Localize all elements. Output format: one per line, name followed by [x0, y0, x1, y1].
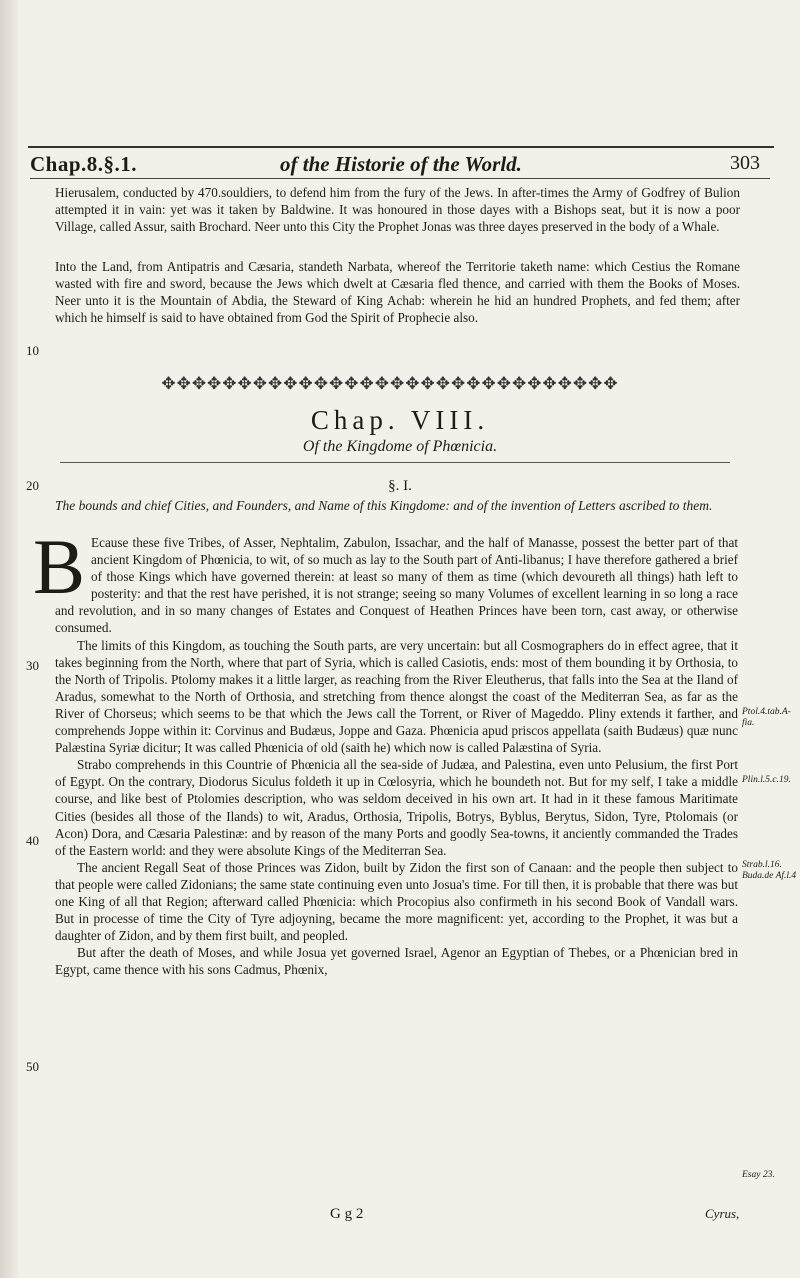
catchword: Cyrus, — [705, 1206, 740, 1221]
section-heading: §. I. — [388, 478, 412, 494]
line-number-30: 30 — [26, 658, 39, 673]
margin-note-ptolomy: Ptol.4.tab.A-fia. — [742, 707, 791, 728]
margin-note-strabo: Strab.l.16. Buda.de Af.l.4 — [742, 860, 797, 881]
chapter-rule — [60, 462, 730, 463]
chapter-heading: Chap. VIII. — [310, 405, 490, 435]
paragraph-zidon: The ancient Regall Seat of those Princes was Zidon, built by Zidon the first son of Canaan: and the people then subject to that people were called Zidonians; the same state continuing even unto Josua's time. For till then, it is probable that there was but one King of all that Region; afterward called Phœnicia: which Procopius also confirmeth in his second Book of Vandall wars. But in processe of time the City of Tyre adjoyning, became the more magnificent: yet, according to the Prophet, it was but a daughter of Zidon, and by them first built, and peopled. — [55, 859, 738, 944]
line-number-20: 20 — [26, 478, 39, 493]
paragraph-hierusalem: Hierusalem, conducted by 470.souldiers, to defend him from the fury of the Jews. In after-times the Army of Godfrey of Bulion attempted it in vain: yet was it taken by Baldwine. It was honoured in those dayes with a Bishops seat, but it is now a poor Village, called Assur, saith Brochard. Neer unto this City the Prophet Jonas was three dayes preserved in the body of a Whale. — [55, 185, 740, 235]
header-rule — [30, 178, 770, 179]
paragraph-five-tribes: Ecause these five Tribes, of Asser, Nephtalim, Zabulon, Issachar, and the half of Manasse, possest the better part of that ancient Kingdom of Phœnicia, to wit, of so much as lay to the South part of Anti-libanus; I have therefore gathered a brief of those Kings which have governed therein: at least so many of them as time (which devoureth all things) hath left to posterity: and that the rest have perished, it is not strange; seeing so many Volumes of excellent learning in so long a race and revolution, and in so many changes of Estates and Conquest of Heathen Princes have been torn, cast away, or otherwise consumed. — [55, 535, 738, 636]
line-number-10: 10 — [26, 343, 39, 358]
paragraph-agenor: But after the death of Moses, and while Josua yet governed Israel, Agenor an Egyptian of Thebes, or a Phœnician bred in Egypt, came thence with his sons Cadmus, Phœnix, — [55, 945, 738, 978]
main-text-body — [33, 523, 738, 978]
drop-capital: B — [33, 523, 86, 610]
line-number-40: 40 — [26, 833, 39, 848]
line-number-50: 50 — [26, 1059, 39, 1074]
paragraph-limits: The limits of this Kingdom, as touching the South parts, are very uncertain: but all Cosmographers do in effect agree, that it takes beginning from the North, where that part of Syria, which is called Casiotis, ends: most of them bounding it by Orthosia, to the North of Tripolis. Ptolomy makes it a little larger, as reaching from the River Eleutherus, that falls into the Sea at the Iland of Aradus, somewhat to the North of Orthosia, and stretching from thence alongst the coast of the Mediterran Sea, as far as the River of Chorseus; which seems to be that which the Jews call the Torrent, or River of Mageddo. Pliny extends it farther, and comprehends Joppe within it: Corvinus and Budæus, Joppe and Gaza. Phœnicia apud priscos appellata (saith Budæus) quæ nunc Palæstina Syriæ dicitur; It was called Phœnicia of old (saith he) which now is called Palæstina of Syria. — [55, 637, 738, 756]
margin-note-esay: Esay 23. — [742, 1170, 775, 1180]
decorative-ornament-band: ✥✥✥✥✥✥✥✥✥✥✥✥✥✥✥✥✥✥✥✥✥✥✥✥✥✥✥✥✥✥ — [161, 374, 619, 393]
page-binding-edge — [0, 0, 18, 1278]
page-number: 303 — [730, 152, 760, 174]
running-header — [30, 152, 770, 176]
section-argument: The bounds and chief Cities, and Founders, and Name of this Kingdome: and of the invention of Letters ascribed to them. — [55, 498, 713, 513]
header-title: of the Historie of the World. — [280, 152, 522, 176]
margin-note-pliny: Plin.l.5.c.19. — [742, 775, 791, 785]
paragraph-strabo: Strabo comprehends in this Countrie of Phœnicia all the sea-side of Judæa, and Palestina, even unto Pelusium, the first Port of Egypt. On the contrary, Diodorus Siculus foldeth it up in Cœlosyria, which he boundeth not. But for my self, I take a middle course, and like best of Ptolomies description, who was seldom deceived in his own art. It had in it these famous Maritimate Cities (besides all those of the Ilands) to wit, Aradus, Orthosia, Tripolis, Botrys, Byblus, Berytus, Sidon, Tyre, Ptolomais (or Acon) Dora, and Cæsaria Palestinæ: and by reason of the many Ports and goodly Sea-towns, it anciently commanded the Trades of the Eastern world: and they were absolute Kings of the Mediterran Sea. — [55, 757, 738, 858]
chapter-subtitle: Of the Kingdome of Phœnicia. — [302, 438, 498, 455]
top-rule — [28, 146, 774, 148]
signature-mark: G g 2 — [330, 1206, 364, 1222]
header-chapter: Chap.8.§.1. — [30, 152, 138, 176]
paragraph-narbata: Into the Land, from Antipatris and Cæsaria, standeth Narbata, whereof the Territorie taketh name: which Cestius the Romane wasted with fire and sword, because the Jews which dwelt at Cæsaria fled thence, and carried with them the Books of Moses. Neer unto it is the Mountain of Abdia, the Steward of King Achab: wherein he hid an hundred Prophets, and fed them; after which he himself is said to have obtained from God the Spirit of Prophecie also. — [55, 259, 740, 326]
